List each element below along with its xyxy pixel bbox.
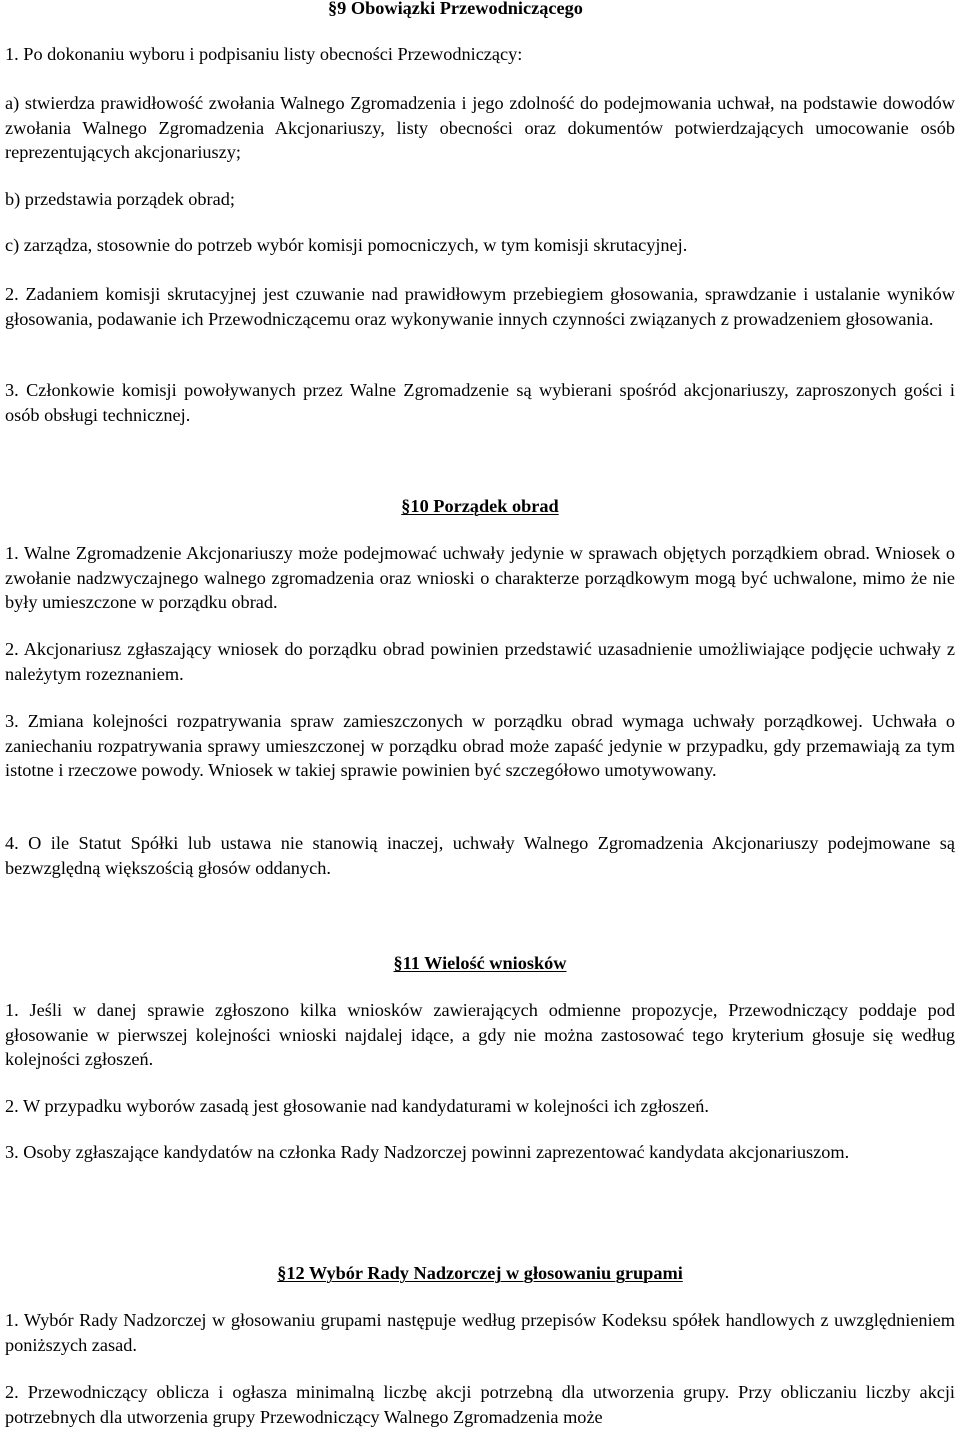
paragraph: 3. Zmiana kolejności rozpatrywania spraw zamieszczonych w porządku obrad wymaga uchwały porządkowej. Uchwała o zaniechaniu rozpatrywania sprawy umieszczonej w porządku obrad może zapaść jedynie w przypadku, gdy przemawiają za tym istotne i rzeczowe powody. Wniosek w takiej sprawie powinien być szczegółowo umotywowany. — [5, 711, 955, 780]
paragraph: b) przedstawia porządek obrad; — [5, 189, 235, 209]
paragraph: 2. Akcjonariusz zgłaszający wniosek do porządku obrad powinien przedstawić uzasadnienie umożliwiające podjęcie uchwały z należytym rozeznaniem. — [5, 639, 955, 684]
section-heading: §9 Obowiązki Przewodniczącego — [328, 0, 583, 18]
paragraph: 1. Walne Zgromadzenie Akcjonariuszy może podejmować uchwały jedynie w sprawach objętych porządkiem obrad. Wniosek o zwołanie nadzwyczajnego walnego zgromadzenia oraz wnioski o charakterze porządkowym mogą być uchwalone, mimo że nie były umieszczone w porządku obrad. — [5, 543, 955, 612]
paragraph: 2. Zadaniem komisji skrutacyjnej jest czuwanie nad prawidłowym przebiegiem głosowania, sprawdzanie i ustalanie wyników głosowania, podawanie ich Przewodniczącemu oraz wykonywanie innych czynności związanych z prowadzeniem głosowania. — [5, 284, 955, 329]
paragraph: 4. O ile Statut Spółki lub ustawa nie stanowią inaczej, uchwały Walnego Zgromadzenia Akcjonariuszy podejmowane są bezwzględną większością głosów oddanych. — [5, 833, 955, 878]
paragraph: 3. Osoby zgłaszające kandydatów na członka Rady Nadzorczej powinni zaprezentować kandydata akcjonariuszom. — [5, 1142, 850, 1162]
section-heading: §10 Porządek obrad — [401, 496, 559, 516]
paragraph: 1. Wybór Rady Nadzorczej w głosowaniu grupami następuje według przepisów Kodeksu spółek handlowych z uwzględnieniem poniższych zasad. — [5, 1310, 955, 1355]
paragraph: 3. Członkowie komisji powoływanych przez Walne Zgromadzenie są wybierani spośród akcjonariuszy, zaproszonych gości i osób obsługi technicznej. — [5, 380, 955, 425]
paragraph: c) zarządza, stosownie do potrzeb wybór komisji pomocniczych, w tym komisji skrutacyjnej. — [5, 235, 688, 255]
section-heading: §11 Wielość wniosków — [393, 953, 567, 973]
paragraph: 1. Po dokonaniu wyboru i podpisaniu listy obecności Przewodniczący: — [5, 44, 523, 64]
paragraph: 1. Jeśli w danej sprawie zgłoszono kilka wniosków zawierających odmienne propozycje, Przewodniczący poddaje pod głosowanie w pierwszej kolejności wnioski najdalej idące, a gdy nie można zastosować tego kryterium głosuje się według kolejności zgłoszeń. — [5, 1000, 955, 1069]
paragraph: 2. Przewodniczący oblicza i ogłasza minimalną liczbę akcji potrzebną dla utworzenia grupy. Przy obliczaniu liczby akcji potrzebnych dla utworzenia grupy Przewodniczący Walnego Zgromadzenia może — [5, 1382, 955, 1427]
paragraph: a) stwierdza prawidłowość zwołania Walnego Zgromadzenia i jego zdolność do podejmowania uchwał, na podstawie dowodów zwołania Walnego Zgromadzenia Akcjonariuszy, listy obecności oraz dokumentów potwierdzających umocowanie osób reprezentujących akcjonariuszy; — [5, 93, 955, 162]
section-heading: §12 Wybór Rady Nadzorczej w głosowaniu grupami — [277, 1263, 683, 1283]
section-9 — [5, 0, 955, 21]
paragraph: 2. W przypadku wyborów zasadą jest głosowanie nad kandydaturami w kolejności ich zgłoszeń. — [5, 1096, 709, 1116]
